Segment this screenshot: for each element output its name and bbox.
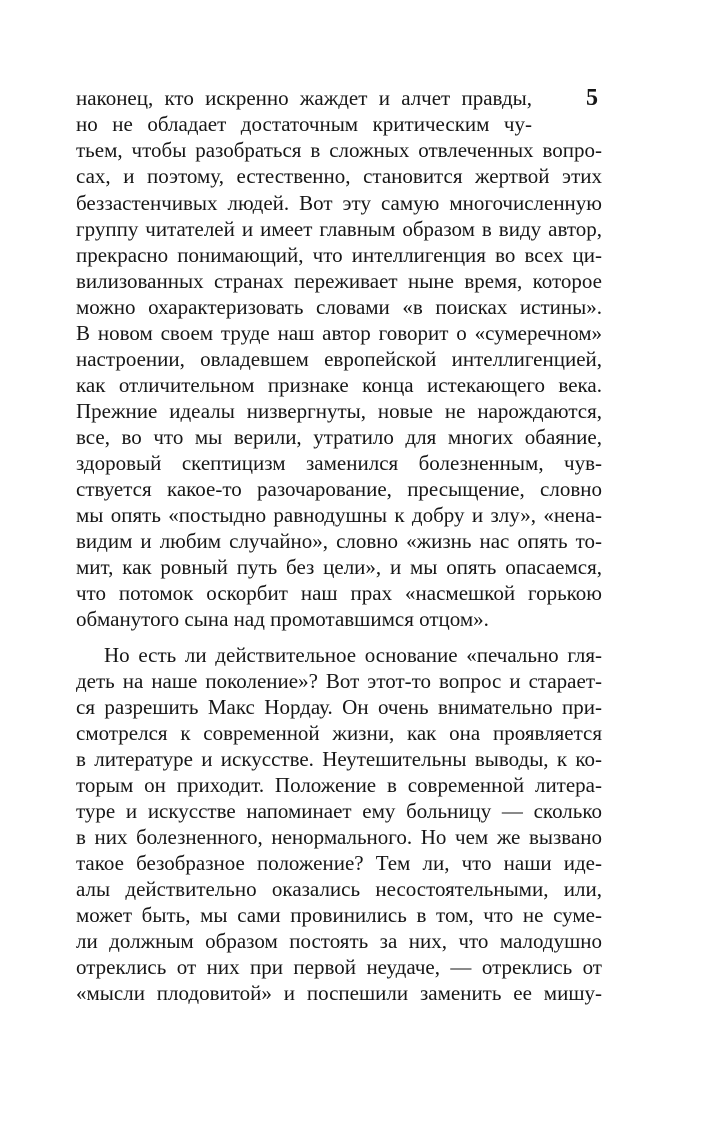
text-line: В новом своем труде наш автор говорит о «сумеречном» [76,321,602,345]
text-line: все, во что мы верили, утратило для многих обаяние, [76,425,602,449]
text-line: в литературе и искусстве. Неутешительны выводы, к ко- [76,747,602,771]
text-line: такое безобразное положение? Тем ли, что наши иде- [76,851,602,875]
text-line: алы действительно оказались несостоятельными, или, [76,877,602,901]
text-line: туре и искусстве напоминает ему больницу — сколько [76,799,602,823]
text-line: деть на наше поколение»? Вот этот-то вопрос и старает- [76,669,602,693]
text-line: прекрасно понимающий, что интеллигенция во всех ци- [76,243,602,267]
text-line: группу читателей и имеет главным образом в виду автор, [76,217,602,241]
paragraph-end-line: обманутого сына над промотавшимся отцом». [76,607,489,631]
text-line: что потомок оскорбит наш прах «насмешкой горькою [76,581,602,605]
text-line: сах, и поэтому, естественно, становится жертвой этих [76,164,602,188]
text-line: ствуется какое-то разочарование, пресыщение, словно [76,477,602,501]
paragraph-first-line: Но есть ли действительное основание «печально гля- [104,643,602,667]
text-line: как отличительном признаке конца истекающего века. [76,373,602,397]
text-line: здоровый скептицизм заменился болезненным, чув- [76,451,602,475]
text-line: вилизованных странах переживает ныне время, которое [76,269,602,293]
text-line: «мысли плодовитой» и поспешили заменить ее мишу- [76,981,602,1005]
page-number: 5 [586,85,598,111]
text-line: настроении, овладевшем европейской интеллигенцией, [76,347,602,371]
text-line: мит, как ровный путь без цели», и мы опять опасаемся, [76,555,602,579]
text-line: можно охарактеризовать словами «в поисках истины». [76,295,602,319]
text-line: ли должным образом постоять за них, что малодушно [76,929,602,953]
text-line: тьем, чтобы разобраться в сложных отвлеченных вопро- [76,138,602,162]
text-line: беззастенчивых людей. Вот эту самую многочисленную [76,191,602,215]
text-line: смотрелся к современной жизни, как она проявляется [76,721,602,745]
text-line: видим и любим случайно», словно «жизнь нас опять то- [76,529,602,553]
text-line: мы опять «постыдно равнодушны к добру и злу», «нена- [76,503,602,527]
text-line: но не обладает достаточным критическим чу- [76,112,532,136]
text-line: торым он приходит. Положение в современной литера- [76,773,602,797]
text-line: Прежние идеалы низвергнуты, новые не нарождаются, [76,399,602,423]
text-line: в них болезненного, ненормального. Но чем же вызвано [76,825,602,849]
text-line: отреклись от них при первой неудаче, — отреклись от [76,955,602,979]
text-line: наконец, кто искренно жаждет и алчет правды, [76,86,532,110]
text-line: может быть, мы сами провинились в том, что не суме- [76,903,602,927]
text-line: ся разрешить Макс Нордау. Он очень внимательно при- [76,695,602,719]
